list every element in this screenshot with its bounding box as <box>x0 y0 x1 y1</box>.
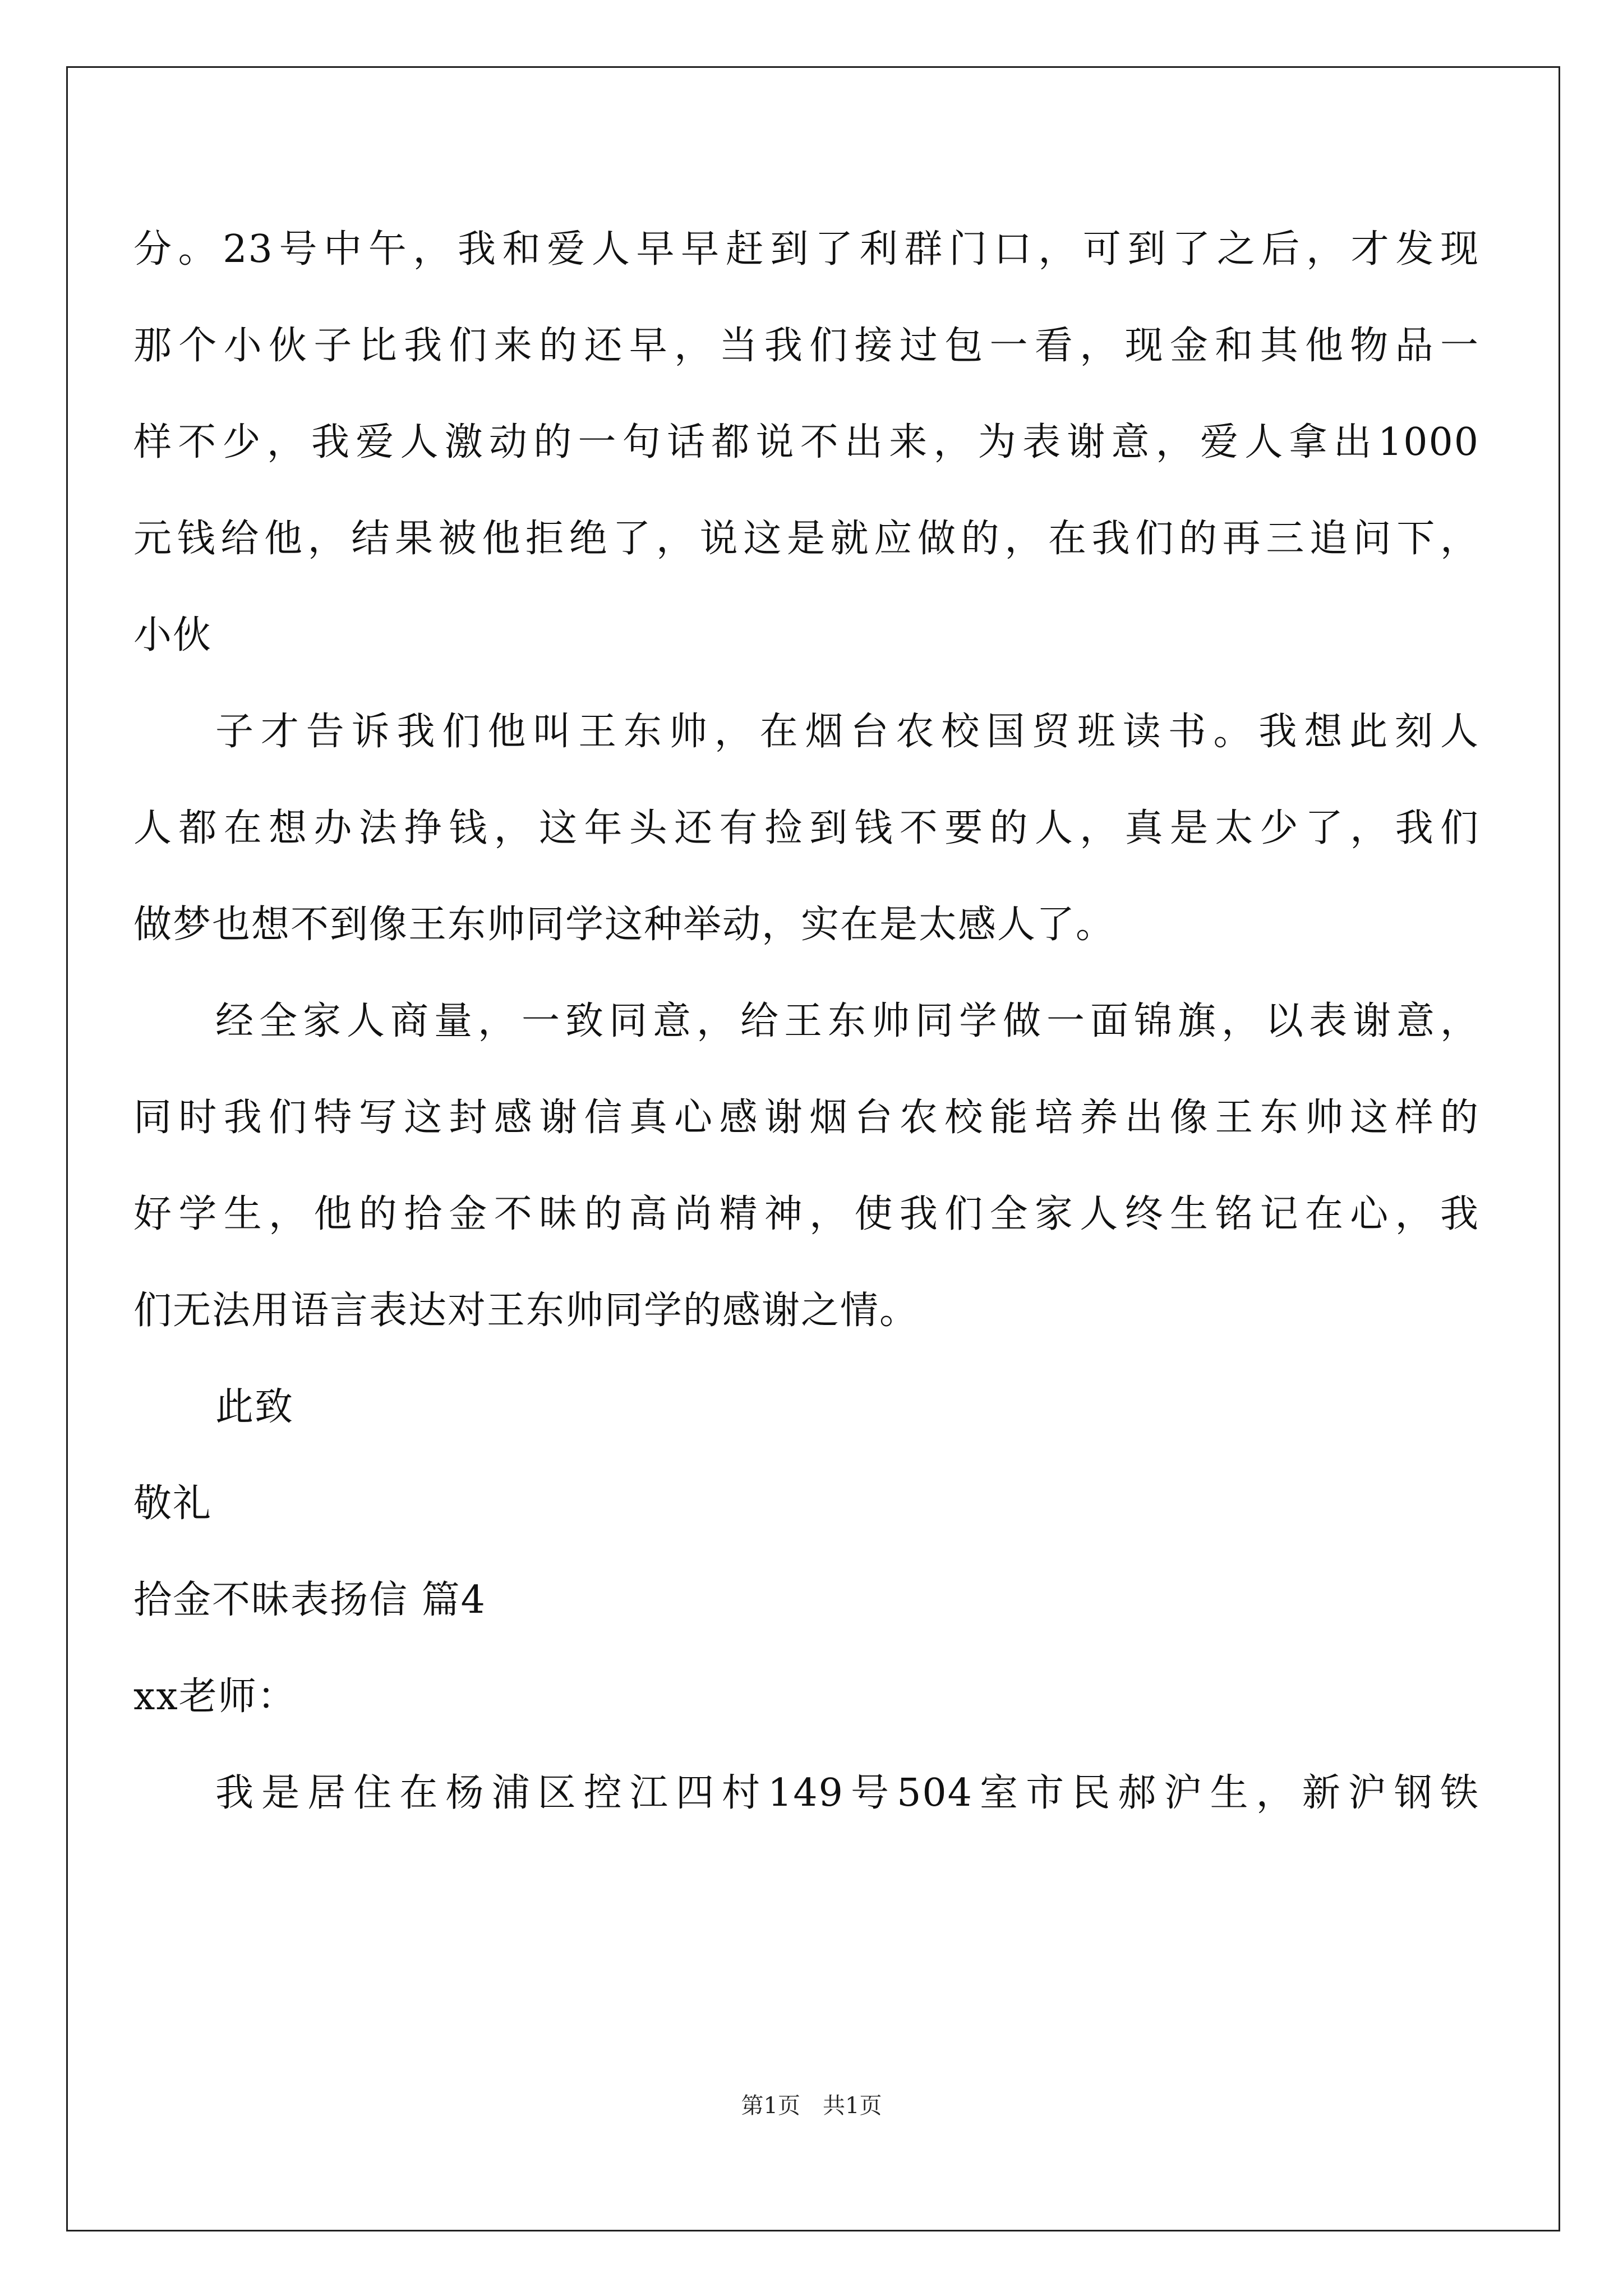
text-line: 好学生，他的拾金不昧的高尚精神，使我们全家人终生铭记在心，我 <box>133 1192 1479 1236</box>
salutation-regards: 敬礼 <box>133 1481 213 1526</box>
text-line: 分。23号中午，我和爱人早早赶到了利群门口，可到了之后，才发现 <box>133 227 1479 272</box>
text-line: 小伙 <box>133 613 213 657</box>
paragraph-first-line: 子才告诉我们他叫王东帅，在烟台农校国贸班读书。我想此刻人 <box>215 710 1479 754</box>
text-line: 做梦也想不到像王东帅同学这种举动，实在是太感人了。 <box>133 903 1115 947</box>
salutation-closing: 此致 <box>215 1385 294 1429</box>
page-number: 第1页 共1页 <box>741 2093 882 2119</box>
text-line: 人都在想办法挣钱，这年头还有捡到钱不要的人，真是太少了，我们 <box>133 806 1479 850</box>
section-heading: 拾金不昧表扬信 篇4 <box>133 1578 486 1622</box>
text-line: 样不少，我爱人激动的一句话都说不出来，为表谢意，爱人拿出1000 <box>133 420 1479 464</box>
paragraph-first-line: 经全家人商量，一致同意，给王东帅同学做一面锦旗，以表谢意， <box>215 999 1479 1043</box>
text-line: 元钱给他，结果被他拒绝了，说这是就应做的，在我们的再三追问下， <box>133 517 1479 561</box>
text-line: 们无法用语言表达对王东帅同学的感谢之情。 <box>133 1289 919 1333</box>
paragraph-first-line: 我是居住在杨浦区控江四村149号504室市民郝沪生，新沪钢铁 <box>215 1771 1479 1815</box>
text-line: 同时我们特写这封感谢信真心感谢烟台农校能培养出像王东帅这样的 <box>133 1096 1479 1140</box>
text-line: 那个小伙子比我们来的还早，当我们接过包一看，现金和其他物品一 <box>133 324 1479 368</box>
letter-greeting: xx老师： <box>133 1674 297 1719</box>
